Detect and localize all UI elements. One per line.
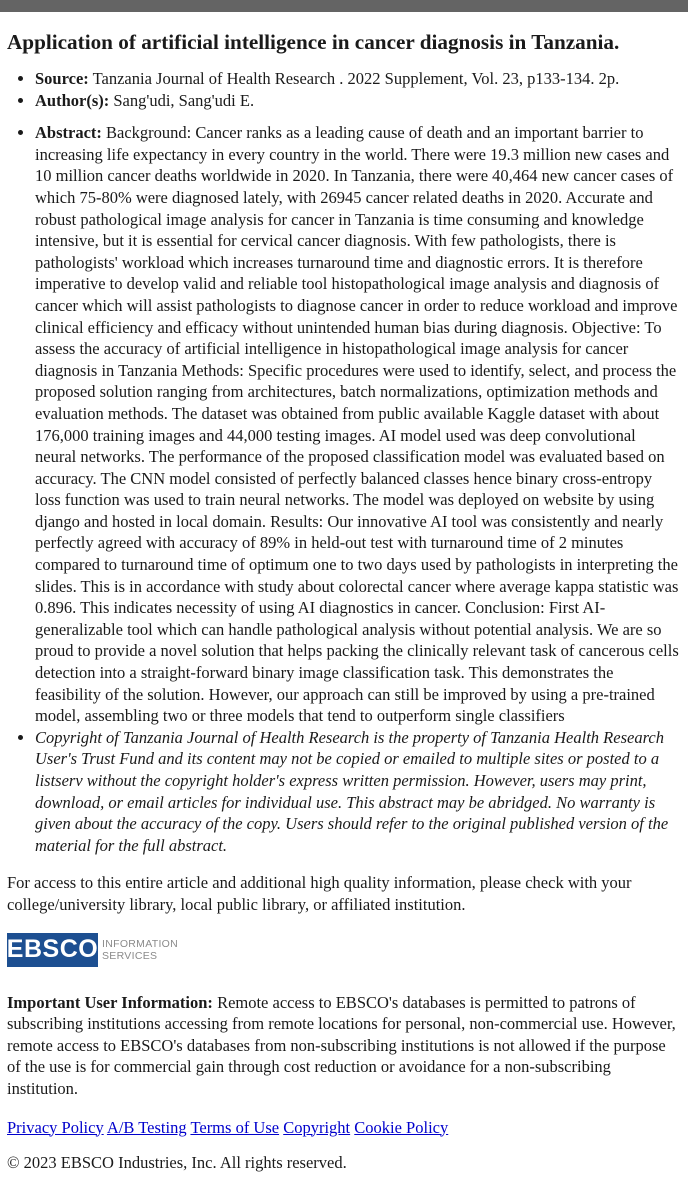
- ebsco-logo-subtitle: [102, 938, 178, 962]
- terms-of-use-link[interactable]: Terms of Use: [190, 1117, 280, 1137]
- article-title: Application of artificial intelligence in cancer diagnosis in Tanzania.: [7, 30, 620, 54]
- copyright-link[interactable]: Copyright: [283, 1117, 351, 1137]
- access-text: For access to this entire article and additional high quality information, please check with your college/university library, local public library, or affiliated institution.: [7, 873, 632, 914]
- privacy-policy-link[interactable]: Privacy Policy: [7, 1117, 104, 1137]
- authors-item: [35, 90, 681, 112]
- ab-testing-link[interactable]: A/B Testing: [106, 1117, 187, 1137]
- source-label: Source:: [35, 69, 89, 88]
- abstract-list: [7, 122, 681, 856]
- important-text: Remote access to EBSCO's databases is permitted to patrons of subscribing institutions accessing from remote locations for personal, non-commercial use. However, remote access to EBSCO's databases from non-subscribing institutions is not allowed if the purpose of the use is for commercial gain through cost reduction or avoidance for a non-subscribing institution.: [7, 992, 676, 1098]
- authors-value: Sang'udi, Sang'udi E.: [109, 90, 255, 110]
- ebsco-logo-mark: EBSCO: [7, 933, 98, 967]
- top-bar: [0, 0, 688, 12]
- article-meta-list: [7, 68, 681, 111]
- source-item: [35, 68, 681, 90]
- cookie-policy-link[interactable]: Cookie Policy: [354, 1117, 449, 1137]
- page-content: [0, 29, 688, 1174]
- important-label: Important User Information:: [7, 992, 213, 1012]
- abstract-text: Background: Cancer ranks as a leading cause of death and an important barrier to increasing life expectancy in every country in the world. There were 19.3 million new cases and 10 million cancer deaths worldwide in 2020. In Tanzania, there were 40,464 new cancer cases of which 75-80% were diagnosed lately, with 26945 cancer related deaths in 2020. Accurate and robust pathological image analysis for cancer in Tanzania is time consuming and knowledge intensive, but it is essential for cervical cancer diagnosis. With few pathologists, there is pathologists' workload which increases turnaround time and diagnostic errors. It is therefore imperative to develop valid and reliable tool histopathological image analysis and diagnosis of cancer which will assist pathologists to diagnose cancer in order to reduce workload and improve clinical efficiency and efficacy without unintended human bias during diagnosis. Objective: To assess the accuracy of artificial intelligence in histopathological image analysis for cancer diagnosis in Tanzania Methods: Specific procedures were used to identify, select, and process the proposed solution ranging from architectures, batch normalizations, optimization methods and evaluation methods. The dataset was obtained from public available Kaggle dataset with about 176,000 training images and 44,000 testing images. AI model used was deep convolutional neural networks. The performance of the proposed classification model was evaluated based on accuracy. The CNN model consisted of perfectly balanced classes hence binary cross-entropy loss function was used to train neural networks. The model was deployed on website by using django and hosted in local domain. Results: Our innovative AI tool was consistently and nearly perfectly agreed with accuracy of 89% in held-out test with turnaround time of 2 minutes compared to turnaround time of optimum one to two days used by pathologists in interpreting the slides. This is in accordance with study about colorectal cancer where average kappa statistic was 0.896. This indicates necessity of using AI diagnostics in cancer. Conclusion: First AI-generalizable tool which can handle pathological analysis without potential analysis. We are so proud to provide a novel solution that helps packing the clinically relevant task of cancerous cells detection into a straight-forward binary image classification task. This demonstrates the feasibility of the solution. However, our approach can still be improved by using a pre-trained model, assembling two or three models that tend to outperform single classifiers: [35, 123, 679, 726]
- important-user-info: [7, 992, 681, 1100]
- source-value: Tanzania Journal of Health Research . 2022 Supplement, Vol. 23, p133-134. 2p.: [88, 69, 620, 88]
- footer-copyright: © 2023 EBSCO Industries, Inc. All rights reserved.: [7, 1153, 347, 1173]
- abstract-label: Abstract:: [35, 123, 102, 143]
- copyright-notice: • Copyright of Tanzania Journal of Health Research is the property of Tanzania Health Research User's Trust Fund and its content may not be copied or emailed to multiple sites or posted to a listserv without the copyright holder's express written permission. However, users may print, download, or email articles for individual use. This abstract may be abridged. No warranty is given about the accuracy of the copy. Users should refer to the original published version of the material for the full abstract.: [35, 727, 681, 857]
- logo-sub-line2: SERVICES: [102, 949, 158, 962]
- footer-links: [7, 1117, 681, 1139]
- abstract-item: [35, 122, 681, 727]
- ebsco-logo: [7, 930, 681, 970]
- logo-sub-line1: INFORMATION: [102, 937, 179, 950]
- authors-label: Author(s):: [35, 90, 110, 110]
